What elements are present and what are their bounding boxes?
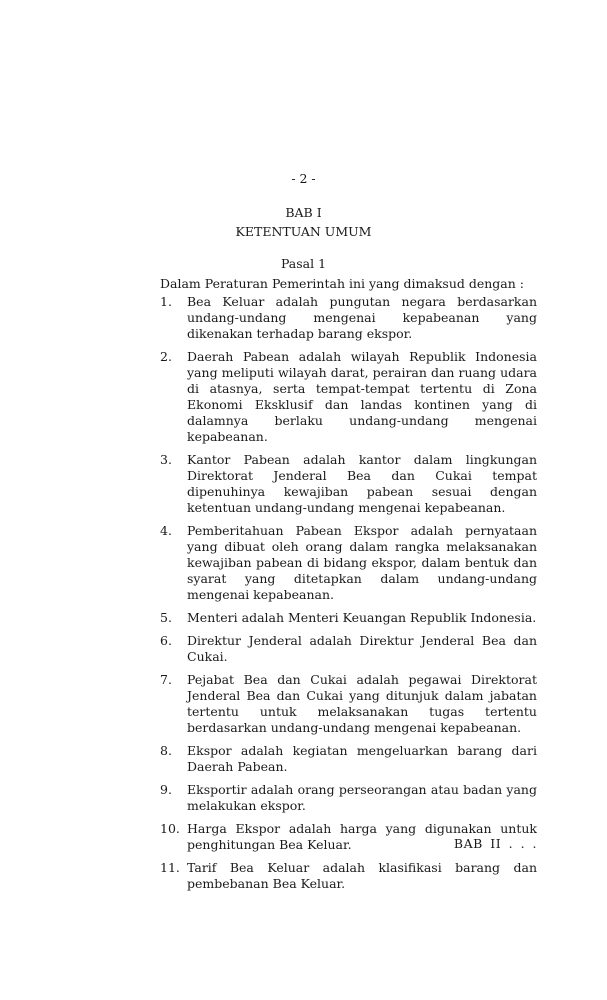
item-text: Eksportir adalah orang perseorangan atau badan yang melakukan ekspor. [187, 782, 537, 813]
chapter-heading: BAB I [285, 205, 322, 220]
item-number: 3. [160, 452, 172, 467]
item-text: Daerah Pabean adalah wilayah Republik Indonesia yang meliputi wilayah darat, perairan dan ruang udara di atasnya, serta tempat-tempat tertentu di Zona Ekonomi Eksklusif dan landas kontinen yang di dalamnya berlaku undang-undang mengenai kepabeanan. [187, 349, 537, 444]
article-heading: Pasal 1 [280, 256, 327, 271]
list-item [160, 452, 537, 516]
item-text: Tarif Bea Keluar adalah klasifikasi barang dan pembebanan Bea Keluar. [187, 860, 537, 891]
item-number: 4. [160, 523, 172, 538]
item-number: 11. [160, 860, 180, 875]
list-item [160, 294, 537, 342]
definitions-list [160, 294, 537, 899]
item-text: Pemberitahuan Pabean Ekspor adalah pernyataan yang dibuat oleh orang dalam rangka melaksanakan kewajiban pabean di bidang ekspor, dalam bentuk dan syarat yang ditetapkan dalam undang-undang mengenai kepabeanan. [187, 523, 537, 602]
page-number: - 2 - [291, 171, 316, 186]
list-item [160, 633, 537, 665]
item-number: 10. [160, 821, 180, 836]
item-number: 5. [160, 610, 172, 625]
item-number: 2. [160, 349, 172, 364]
item-number: 7. [160, 672, 172, 687]
item-text: Kantor Pabean adalah kantor dalam lingkungan Direktorat Jenderal Bea dan Cukai tempat dipenuhinya kewajiban pabean sesuai dengan ketentuan undang-undang mengenai kepabeanan. [187, 452, 537, 515]
item-number: 8. [160, 743, 172, 758]
item-text: Pejabat Bea dan Cukai adalah pegawai Direktorat Jenderal Bea dan Cukai yang ditunjuk dalam jabatan tertentu untuk melaksanakan tugas tertentu berdasarkan undang-undang mengenai kepabeanan. [187, 672, 537, 735]
item-text: Bea Keluar adalah pungutan negara berdasarkan undang-undang mengenai kepabeanan yang dikenakan terhadap barang ekspor. [187, 294, 537, 341]
item-number: 6. [160, 633, 172, 648]
list-item [160, 743, 537, 775]
continuation-marker: BAB II . . . [453, 836, 537, 851]
item-number: 9. [160, 782, 172, 797]
list-item [160, 672, 537, 736]
intro-text: Dalam Peraturan Pemerintah ini yang dimaksud dengan : [160, 276, 524, 291]
list-item [160, 782, 537, 814]
chapter-title: KETENTUAN UMUM [235, 224, 372, 239]
list-item [160, 610, 537, 626]
item-number: 1. [160, 294, 172, 309]
item-text: Ekspor adalah kegiatan mengeluarkan barang dari Daerah Pabean. [187, 743, 537, 774]
list-item [160, 349, 537, 445]
list-item [160, 523, 537, 603]
list-item [160, 860, 537, 892]
item-text: Menteri adalah Menteri Keuangan Republik Indonesia. [187, 610, 537, 625]
item-text: Direktur Jenderal adalah Direktur Jenderal Bea dan Cukai. [187, 633, 537, 664]
item-text: Harga Ekspor adalah harga yang digunakan untuk penghitungan Bea Keluar. [187, 821, 537, 852]
